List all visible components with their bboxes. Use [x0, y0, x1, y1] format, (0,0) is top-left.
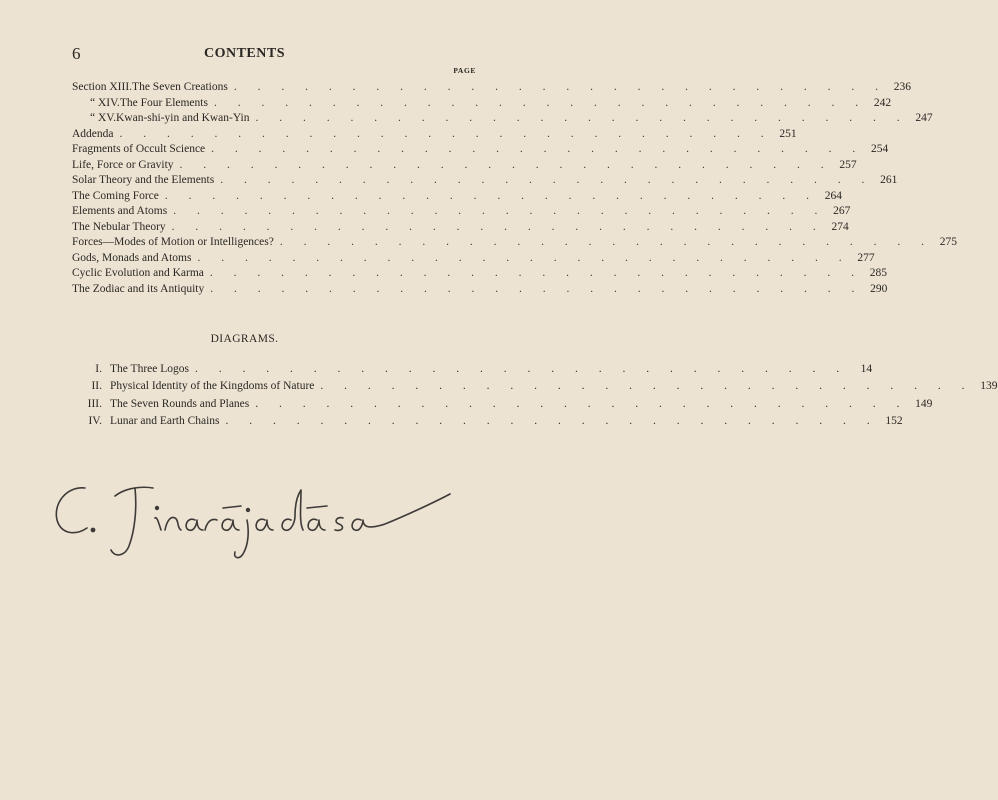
toc-page-number: 264 [824, 189, 842, 202]
toc-entry [72, 204, 851, 220]
leader-dots: . . . . . . . . . . . . . . . . . . . . . . . . . . . . [255, 397, 909, 410]
diagram-page-number: 139 [980, 380, 998, 393]
toc-entry [72, 220, 849, 236]
diagram-number: I. [95, 363, 102, 375]
leader-dots: . . . . . . . . . . . . . . . . . . . . . . . . . . . . [164, 189, 818, 202]
toc-entry-title: The Nebular Theory [72, 220, 166, 233]
toc-page-number: 275 [939, 236, 957, 248]
toc-entry [72, 173, 898, 189]
toc-page-number: 261 [880, 174, 898, 186]
toc-entry-title: Gods, Monads and Atoms [72, 251, 192, 264]
toc-entry [72, 189, 842, 205]
toc-entry [72, 158, 857, 174]
toc-entry [72, 266, 888, 282]
diagram-entry [72, 361, 873, 378]
toc-page-number: 267 [833, 205, 851, 217]
leader-dots: . . . . . . . . . . . . . . . . . . . . . . . . . . . . [320, 380, 974, 393]
diagram-title: The Seven Rounds and Planes [110, 397, 250, 410]
toc-entry [72, 235, 957, 251]
diagram-page-number: 149 [915, 397, 933, 410]
leader-dots: . . . . . . . . . . . . . . . . . . . . . . . . . . . . [171, 220, 825, 233]
page-number: 6 [72, 44, 81, 63]
toc-page-number: 242 [873, 96, 892, 109]
diagram-page-number: 152 [885, 414, 903, 427]
toc-page-number: 236 [893, 81, 911, 93]
leader-dots: . . . . . . . . . . . . . . . . . . . . . . . . . . . . [211, 143, 865, 155]
toc-page-number: 247 [915, 112, 933, 124]
toc-entry-title: Kwan-shi-yin and Kwan-Yin [115, 112, 250, 124]
toc-entry-title: The Coming Force [72, 189, 159, 202]
leader-dots: . . . . . . . . . . . . . . . . . . . . . . . . . . . . [209, 267, 864, 279]
leader-dots: . . . . . . . . . . . . . . . . . . . . . . . . . . . . [220, 174, 874, 186]
toc-page-number: 277 [857, 251, 875, 264]
leader-dots: . . . . . . . . . . . . . . . . . . . . . . . . . . . . [173, 205, 827, 217]
toc-list [72, 80, 957, 297]
toc-page-number: 290 [870, 282, 888, 295]
diagram-title: Lunar and Earth Chains [110, 414, 220, 427]
toc-entry-title: The Zodiac and its Antiquity [72, 282, 205, 295]
leader-dots: . . . . . . . . . . . . . . . . . . . . . . . . . . . . [225, 414, 879, 427]
toc-section-number: “ XIV. [90, 96, 120, 109]
toc-page-number: 285 [869, 267, 888, 279]
leader-dots: . . . . . . . . . . . . . . . . . . . . . . . . . . . . [233, 81, 887, 93]
diagram-entry [72, 378, 998, 395]
toc-entry-title: Cyclic Evolution and Karma [72, 267, 204, 279]
toc-entry-title: The Seven Creations [132, 81, 228, 93]
toc-entry [72, 96, 892, 112]
toc-entry-title: Fragments of Occult Science [72, 143, 206, 155]
toc-page-number: 254 [871, 143, 889, 155]
diagram-entry [72, 396, 933, 413]
toc-entry-title: The Four Elements [119, 96, 208, 109]
leader-dots: . . . . . . . . . . . . . . . . . . . . . . . . . . . . [255, 112, 909, 124]
toc-entry-title: Life, Force or Gravity [72, 158, 174, 171]
leader-dots: . . . . . . . . . . . . . . . . . . . . . . . . . . . . [179, 158, 833, 171]
toc-page-number: 257 [839, 158, 857, 171]
toc-entry-title: Forces—Modes of Motion or Intelligences? [72, 236, 274, 248]
leader-dots: . . . . . . . . . . . . . . . . . . . . . . . . . . . . [210, 282, 864, 295]
diagram-page-number: 14 [860, 363, 873, 375]
page-column-label: PAGE [453, 66, 476, 75]
diagram-title: The Three Logos [110, 363, 189, 375]
diagram-number: IV. [88, 414, 102, 427]
diagram-number: II. [91, 380, 102, 393]
leader-dots: . . . . . . . . . . . . . . . . . . . . . . . . . . . . [213, 96, 868, 109]
diagram-entry [72, 413, 903, 430]
toc-page-number: 274 [831, 220, 849, 233]
toc-entry [72, 142, 889, 158]
handwritten-signature [45, 458, 455, 568]
diagram-number: III. [87, 397, 102, 410]
toc-section-number: “ XV. [90, 112, 116, 124]
diagram-title: Physical Identity of the Kingdoms of Nature [110, 380, 315, 393]
leader-dots: . . . . . . . . . . . . . . . . . . . . . . . . . . . . [197, 251, 851, 264]
toc-entry-title: Addenda [72, 127, 114, 140]
diagrams-heading: DIAGRAMS. [210, 333, 279, 345]
toc-page-number: 251 [779, 127, 797, 140]
leader-dots: . . . . . . . . . . . . . . . . . . . . . . . . . . . . [279, 236, 933, 248]
diagrams-list [72, 361, 998, 430]
toc-entry [72, 80, 911, 96]
contents-title: CONTENTS [203, 46, 286, 61]
toc-entry [72, 111, 933, 127]
toc-section-number: Section XIII. [72, 81, 133, 93]
toc-entry [72, 282, 888, 298]
leader-dots: . . . . . . . . . . . . . . . . . . . . . . . . . . . . [119, 127, 773, 140]
toc-entry-title: Elements and Atoms [72, 205, 168, 217]
toc-entry [72, 251, 875, 267]
leader-dots: . . . . . . . . . . . . . . . . . . . . . . . . . . . . [194, 363, 849, 375]
toc-entry [72, 127, 797, 143]
toc-entry-title: Solar Theory and the Elements [72, 174, 215, 186]
